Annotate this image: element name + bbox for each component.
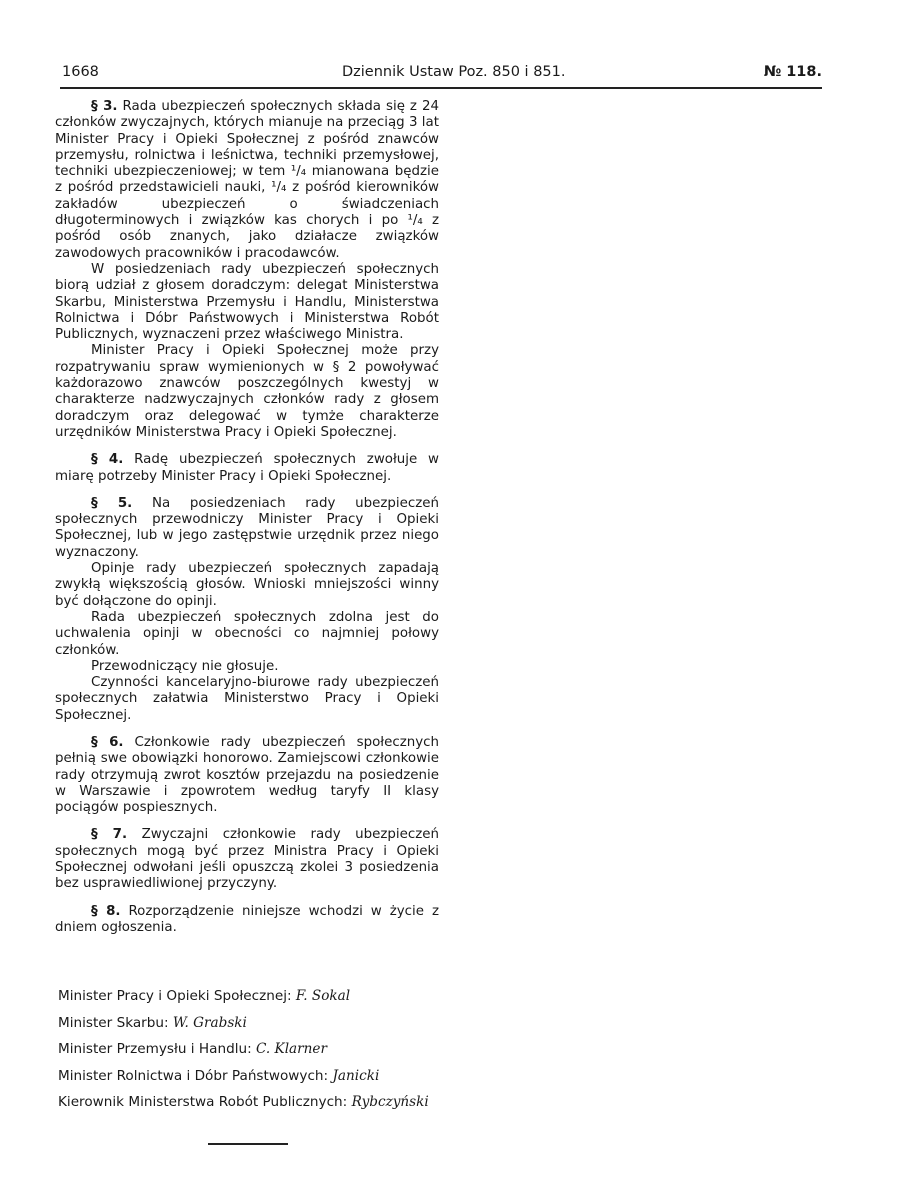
journal-title: Dziennik Ustaw Poz. 850 i 851.	[342, 64, 566, 80]
paragraph-s4	[55, 452, 439, 485]
signatory-name: Janicki	[332, 1067, 380, 1084]
signature-line	[58, 1068, 458, 1095]
signatory-name: F. Sokal	[295, 988, 351, 1004]
signatory-name: W. Grabski	[172, 1014, 247, 1031]
paragraph-s7	[55, 827, 439, 892]
paragraph-s3	[55, 99, 439, 262]
signatures-block	[58, 988, 458, 1121]
signature-line	[58, 1041, 458, 1068]
text-column	[55, 99, 439, 936]
issue-number: № 118.	[763, 64, 822, 80]
paragraph-text: Rada ubezpieczeń społecznych składa się z 24 członków zwyczajnych, których mianuje na przeciąg 3 lat Minister Pracy i Opieki Społecznej z pośród znawców przemysłu, rolnictwa i leśnictwa, techniki przemysłowej, techniki ubezpieczeniowej; w tem ¹/₄ mianowana będzie z pośród przedstawicieli nauki, ¹/₄ z pośród kierowników zakładów ubezpieczeń o świadczeniach długoterminowych i związków kas chorych i po ¹/₄ z pośród osób znanych, jako działacze związków zawodowych pracowników i pracodawców.	[55, 99, 439, 261]
paragraph	[55, 343, 439, 441]
paragraph	[55, 675, 439, 724]
signatory-name: C. Klarner	[256, 1041, 327, 1057]
signatory-title: Minister Pracy i Opieki Społecznej:	[58, 988, 292, 1004]
signature-line	[58, 1015, 458, 1042]
paragraph-text: Na posiedzeniach rady ubezpieczeń społecznych przewodniczy Minister Pracy i Opieki Społecznej, lub w jego zastępstwie urzędnik przez niego wyznaczony.	[55, 495, 439, 560]
paragraph-text: Rozporządzenie niniejsze wchodzi w życie z dniem ogłoszenia.	[55, 903, 439, 935]
paragraph-text: W posiedzeniach rady ubezpieczeń społecznych biorą udział z głosem doradczym: delegat Ministerstwa Skarbu, Ministerstwa Przemysłu i Handlu, Ministerstwa Rolnictwa i Dóbr Państwowych i Ministerstwa Robót Publicznych, wyznaczeni przez właściwego Ministra.	[55, 261, 439, 343]
signature-line	[58, 1094, 458, 1121]
signatory-title: Minister Rolnictwa i Dóbr Państwowych:	[58, 1067, 329, 1084]
paragraph-text: Rada ubezpieczeń społecznych zdolna jest do uchwalenia opinji w obecności co najmniej połowy członków.	[55, 609, 439, 658]
paragraph-text: Członkowie rady ubezpieczeń społecznych pełnią swe obowiązki honorowo. Zamiejscowi członkowie rady otrzymują zwrot kosztów przejazdu na posiedzenie w Warszawie i zpowrotem według taryfy II klasy pociągów pospiesznych.	[55, 734, 439, 816]
closing-rule	[208, 1143, 288, 1145]
header-rule	[60, 87, 822, 89]
signature-line	[58, 988, 458, 1015]
page-header	[62, 64, 822, 84]
signatory-title: Minister Przemysłu i Handlu:	[58, 1041, 252, 1057]
paragraph	[55, 659, 439, 675]
paragraph-text: Przewodniczący nie głosuje.	[91, 658, 279, 674]
section-mark: § 3.	[91, 99, 118, 114]
paragraph-text: Radę ubezpieczeń społecznych zwołuje w miarę potrzeby Minister Pracy i Opieki Społecznej.	[55, 452, 440, 484]
paragraph-s8	[55, 904, 439, 937]
paragraph	[55, 561, 439, 610]
signatory-title: Minister Skarbu:	[58, 1014, 169, 1031]
paragraph-text: Czynności kancelaryjno-biurowe rady ubezpieczeń społecznych załatwia Ministerstwo Pracy i Opieki Społecznej.	[55, 675, 439, 723]
section-mark: § 5.	[91, 495, 133, 511]
section-mark: § 4.	[91, 452, 124, 468]
signatory-name: Rybczyński	[351, 1094, 429, 1110]
section-mark: § 8.	[91, 903, 121, 919]
paragraph	[55, 262, 439, 343]
paragraph-text: Zwyczajni członkowie rady ubezpieczeń społecznych mogą być przez Ministra Pracy i Opieki Społecznej odwołani jeśli opuszczą zkolei 3 posiedzenia bez usprawiedliwionej przyczyny.	[55, 827, 439, 892]
paragraph-s5	[55, 496, 439, 561]
paragraph-text: Opinje rady ubezpieczeń społecznych zapadają zwykłą większością głosów. Wnioski mniejszości winny być dołączone do opinji.	[55, 561, 439, 609]
signatory-title: Kierownik Ministerstwa Robót Publicznych:	[58, 1094, 348, 1110]
section-mark: § 7.	[91, 827, 128, 843]
paragraph-s6	[55, 735, 439, 816]
section-mark: § 6.	[91, 734, 124, 750]
page-number: 1668	[62, 64, 99, 80]
paragraph-text: Minister Pracy i Opieki Społecznej może przy rozpatrywaniu spraw wymienionych w § 2 powoływać każdorazowo znawców poszczególnych kwestyj w charakterze nadzwyczajnych członków rady z głosem doradczym oraz delegować w tymże charakterze urzędników Ministerstwa Pracy i Opieki Społecznej.	[55, 343, 439, 440]
paragraph	[55, 610, 439, 659]
